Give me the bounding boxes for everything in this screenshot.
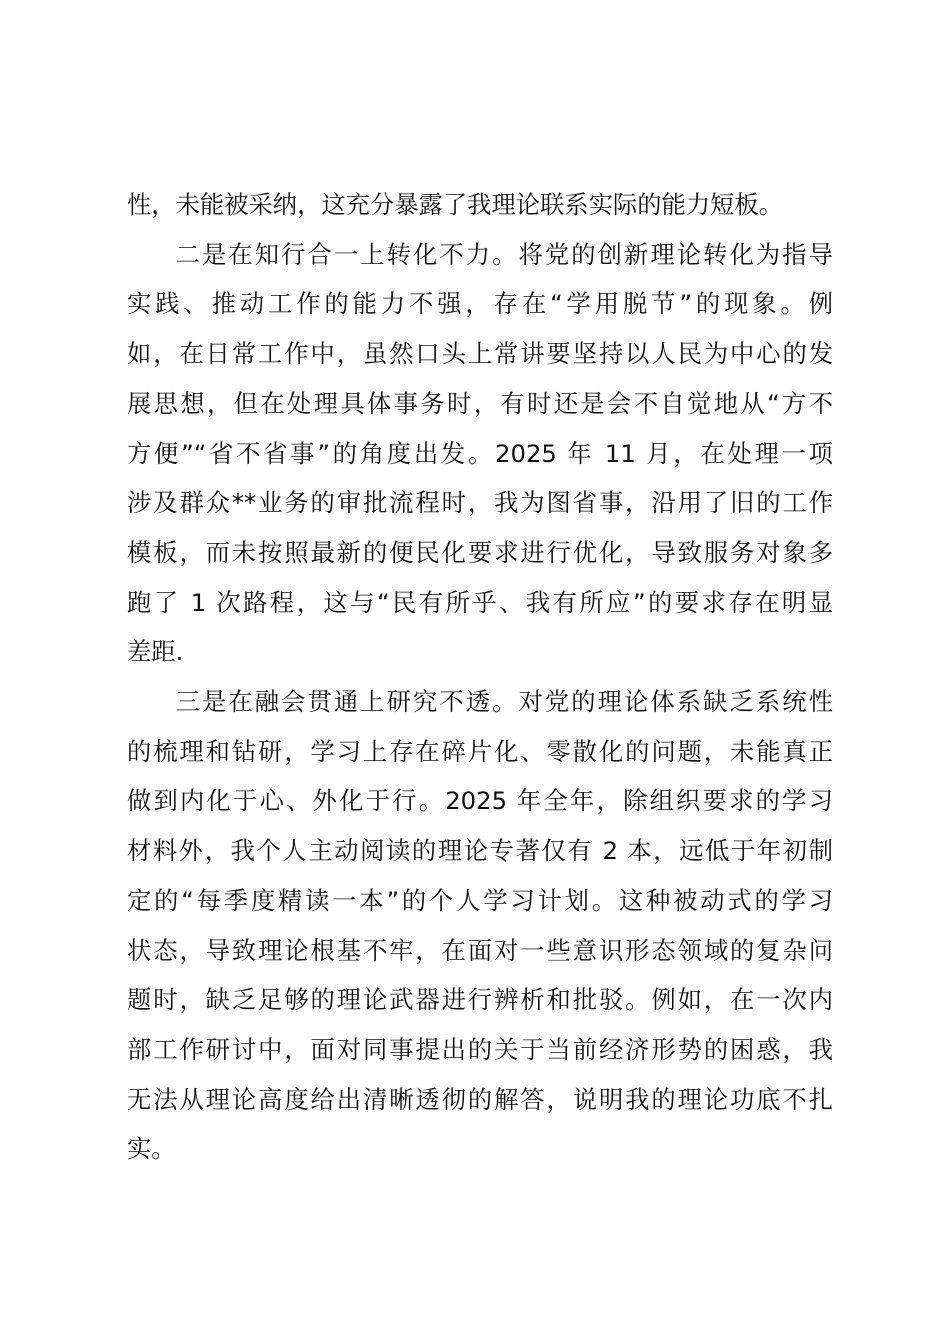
paragraph-3-line-6: 状态，导致理论根基不牢，在面对一些意识形态领域的复杂问	[127, 935, 833, 965]
paragraph-2-line-9: 差距.	[127, 637, 184, 667]
paragraph-3-line-2: 的梳理和钻研，学习上存在碎片化、零散化的问题，未能真正	[127, 736, 833, 766]
paragraph-3-line-5: 定的“每季度精读一本”的个人学习计划。这种被动式的学习	[127, 885, 833, 915]
paragraph-3-line-1: 三是在融会贯通上研究不透。对党的理论体系缺乏系统性	[175, 687, 833, 716]
paragraph-3-line-10: 实。	[127, 1134, 176, 1164]
paragraph-1-line-1: 性，未能被采纳，这充分暴露了我理论联系实际的能力短板。	[127, 190, 784, 219]
paragraph-2-line-3: 如，在日常工作中，虽然口头上常讲要坚持以人民为中心的发	[127, 339, 833, 369]
paragraph-2-line-7: 模板，而未按照最新的便民化要求进行优化，导致服务对象多	[127, 537, 833, 567]
paragraph-2-line-8: 跑了 1 次路程，这与“民有所乎、我有所应”的要求存在明显	[127, 587, 833, 617]
paragraph-3-line-4: 材料外，我个人主动阅读的理论专著仅有 2 本，远低于年初制	[127, 836, 833, 866]
paragraph-2-line-5: 方便”“省不省事”的角度出发。2025 年 11 月，在处理一项	[127, 438, 833, 468]
paragraph-2-line-6: 涉及群众**业务的审批流程时，我为图省事，沿用了旧的工作	[127, 488, 833, 518]
paragraph-2-line-4: 展思想，但在处理具体事务时，有时还是会不自觉地从“方不	[127, 388, 833, 418]
paragraph-3-line-3: 做到内化于心、外化于行。2025 年全年，除组织要求的学习	[127, 786, 833, 816]
paragraph-2-line-2: 实践、推动工作的能力不强，存在“学用脱节”的现象。例	[127, 289, 833, 319]
paragraph-3-line-9: 无法从理论高度给出清晰透彻的解答，说明我的理论功底不扎	[127, 1084, 833, 1114]
paragraph-2-line-1: 二是在知行合一上转化不力。将党的创新理论转化为指导	[175, 239, 833, 269]
paragraph-3-line-8: 部工作研讨中，面对同事提出的关于当前经济形势的困惑，我	[127, 1034, 833, 1064]
paragraph-3-line-7: 题时，缺乏足够的理论武器进行辨析和批驳。例如，在一次内	[127, 985, 833, 1015]
